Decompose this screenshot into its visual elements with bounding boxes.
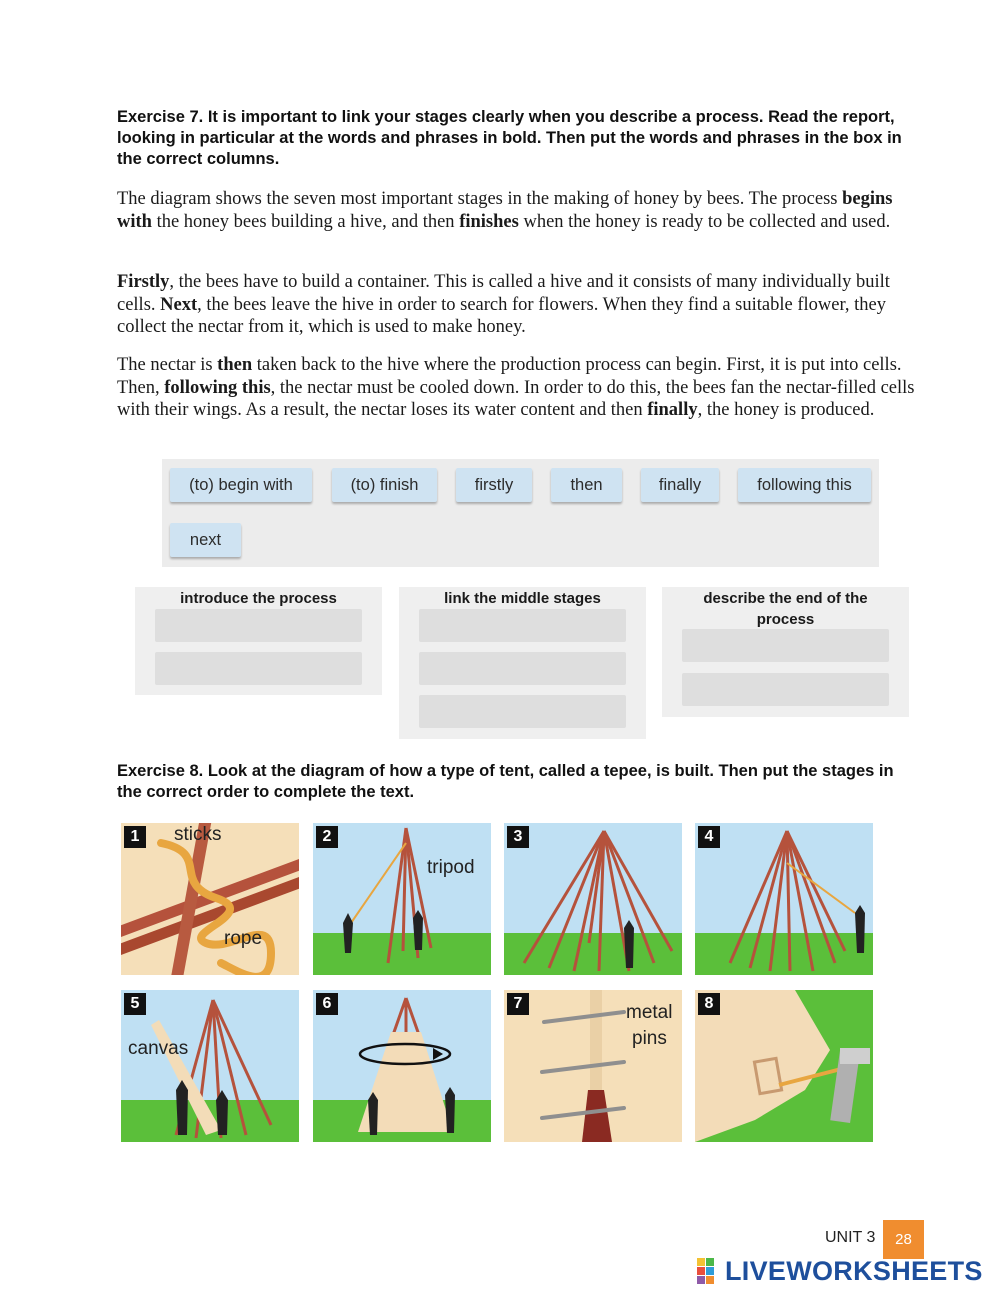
column-title-middle: link the middle stages — [444, 590, 601, 607]
liveworksheets-logo[interactable] — [697, 1257, 983, 1285]
tepee-stage-4 — [695, 823, 873, 975]
tepee-stage-2 — [313, 823, 491, 975]
drop-slot[interactable] — [419, 652, 626, 685]
exercise-7-heading: Exercise 7. It is important to link your stages clearly when you describe a process. Read the report, looking in particular at the words and phrases in bold. Then put the words and phrases in the box in the correct columns. — [117, 108, 902, 168]
column-middle-stages — [399, 587, 646, 739]
tepee-stage-6 — [313, 990, 491, 1142]
report-paragraph-2: Firstly, the bees have to build a container. This is called a hive and it consists of many individually built cells. Next, the bees leave the hive in order to search for flowers. When they find a suitable flower, they collect the nectar from it, which is used to make honey. — [117, 272, 890, 337]
logo-text: LIVEWORKSHEETS — [725, 1255, 983, 1286]
stage-number: 4 — [698, 826, 720, 848]
word-chip-firstly[interactable]: firstly — [456, 468, 532, 502]
drop-slot[interactable] — [155, 652, 362, 685]
liveworksheets-icon — [697, 1258, 723, 1284]
report-paragraph-3: The nectar is then taken back to the hive where the production process can begin. First, it is put into cells. Then, following this, the nectar must be cooled down. In order to do this, the bees fan the nectar-filled cells with their wings. As a result, the nectar loses its water content and then finally, the honey is produced. — [117, 355, 915, 420]
stage-number: 6 — [316, 993, 338, 1015]
stage-number: 5 — [124, 993, 146, 1015]
label-sticks: sticks — [174, 824, 222, 845]
exercise-8-heading: Exercise 8. Look at the diagram of how a type of tent, called a tepee, is built. Then put the stages in the correct order to complete the text. — [117, 762, 894, 801]
unit-label: UNIT 3 — [825, 1229, 876, 1246]
drop-slot[interactable] — [419, 609, 626, 642]
tepee-stage-8 — [695, 990, 873, 1142]
tepee-stage-3 — [504, 823, 682, 975]
label-rope: rope — [224, 928, 263, 949]
peg-staking-illustration — [695, 990, 873, 1142]
word-chip-then[interactable]: then — [551, 468, 622, 502]
stage-number: 8 — [698, 993, 720, 1015]
label-canvas: canvas — [128, 1038, 189, 1059]
poles-illustration — [504, 823, 682, 975]
stage-number: 1 — [124, 826, 146, 848]
tepee-stage-1 — [121, 823, 299, 975]
word-chip-finally[interactable]: finally — [641, 468, 719, 502]
stage-number: 2 — [316, 826, 338, 848]
tepee-stage-5 — [121, 990, 299, 1142]
canvas-wrapping-illustration — [313, 990, 491, 1142]
stage-number: 7 — [507, 993, 529, 1015]
report-paragraph-1: The diagram shows the seven most important stages in the making of honey by bees. The process begins with the honey bees building a hive, and then finishes when the honey is ready to be collected and used. — [117, 189, 893, 232]
column-title-end: describe the end of the process — [703, 590, 868, 628]
column-introduce — [135, 587, 382, 695]
drop-slot[interactable] — [682, 629, 889, 662]
column-end-process — [662, 587, 909, 717]
tepee-stage-7 — [504, 990, 682, 1142]
label-metal: metal — [626, 1002, 673, 1023]
word-chip-begin-with[interactable]: (to) begin with — [170, 468, 312, 502]
stage-number: 3 — [507, 826, 529, 848]
tripod-illustration — [313, 823, 491, 975]
label-tripod: tripod — [427, 857, 475, 878]
word-chip-following-this[interactable]: following this — [738, 468, 871, 502]
column-title-introduce: introduce the process — [180, 590, 337, 607]
drop-slot[interactable] — [155, 609, 362, 642]
drop-slot[interactable] — [419, 695, 626, 728]
drop-slot[interactable] — [682, 673, 889, 706]
label-pins: pins — [632, 1028, 667, 1049]
word-chip-next[interactable]: next — [170, 523, 241, 557]
page-number-badge: 28 — [883, 1220, 924, 1259]
rope-tied-illustration — [695, 823, 873, 975]
canvas-raising-illustration — [121, 990, 299, 1142]
word-bank — [162, 459, 879, 567]
word-chip-finish[interactable]: (to) finish — [332, 468, 437, 502]
